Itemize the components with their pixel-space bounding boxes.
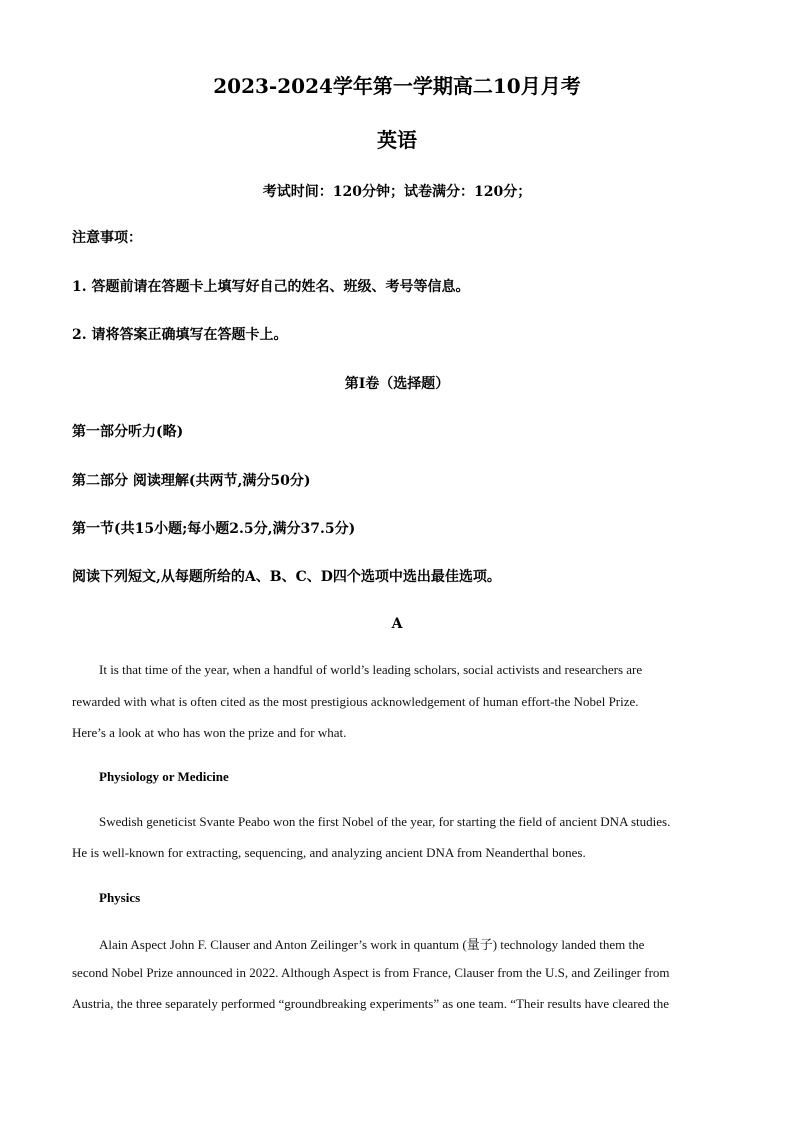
- passage-letter: A: [391, 616, 403, 632]
- part1-heading: 第一部分听力(略): [72, 424, 184, 440]
- subject-title: 英语: [377, 128, 417, 152]
- medicine-heading: Physiology or Medicine: [99, 769, 229, 784]
- medicine-line-2: He is well-known for extracting, sequencing, and analyzing ancient DNA from Neanderthal bones.: [72, 845, 586, 860]
- part2-section1-heading: 第一节(共15小题;每小题2.5分,满分37.5分): [72, 521, 356, 537]
- part2-heading: 第二部分 阅读理解(共两节,满分50分): [72, 473, 311, 489]
- note-item-1: 1. 答题前请在答题卡上填写好自己的姓名、班级、考号等信息。: [72, 279, 470, 295]
- volume-title: 第I卷（选择题）: [344, 376, 450, 392]
- note-item-2: 2. 请将答案正确填写在答题卡上。: [72, 327, 288, 343]
- exam-info: 考试时间：120分钟；试卷满分：120分；: [262, 184, 532, 200]
- notes-heading: 注意事项：: [72, 230, 142, 246]
- physics-line-1: Alain Aspect John F. Clauser and Anton Zeilinger’s work in quantum (量子) technology landed them the: [99, 937, 645, 952]
- physics-line-3: Austria, the three separately performed “groundbreaking experiments” as one team. “Their results have cleared the: [72, 996, 670, 1011]
- physics-line-2: second Nobel Prize announced in 2022. Although Aspect is from France, Clauser from the U.S, and Zeilinger from: [72, 965, 670, 980]
- passage-intro-line-2: rewarded with what is often cited as the most prestigious acknowledgement of human effort-the Nobel Prize.: [72, 694, 639, 709]
- passage-intro-line-3: Here’s a look at who has won the prize and for what.: [72, 725, 347, 740]
- physics-heading: Physics: [99, 890, 141, 905]
- passage-intro-line-1: It is that time of the year, when a handful of world’s leading scholars, social activists and researchers are: [99, 662, 643, 677]
- reading-instruction: 阅读下列短文,从每题所给的A、B、C、D四个选项中选出最佳选项。: [72, 569, 501, 585]
- exam-title: 2023-2024学年第一学期高二10月月考: [213, 74, 581, 98]
- medicine-line-1: Swedish geneticist Svante Peabo won the first Nobel of the year, for starting the field of ancient DNA studies.: [99, 814, 671, 829]
